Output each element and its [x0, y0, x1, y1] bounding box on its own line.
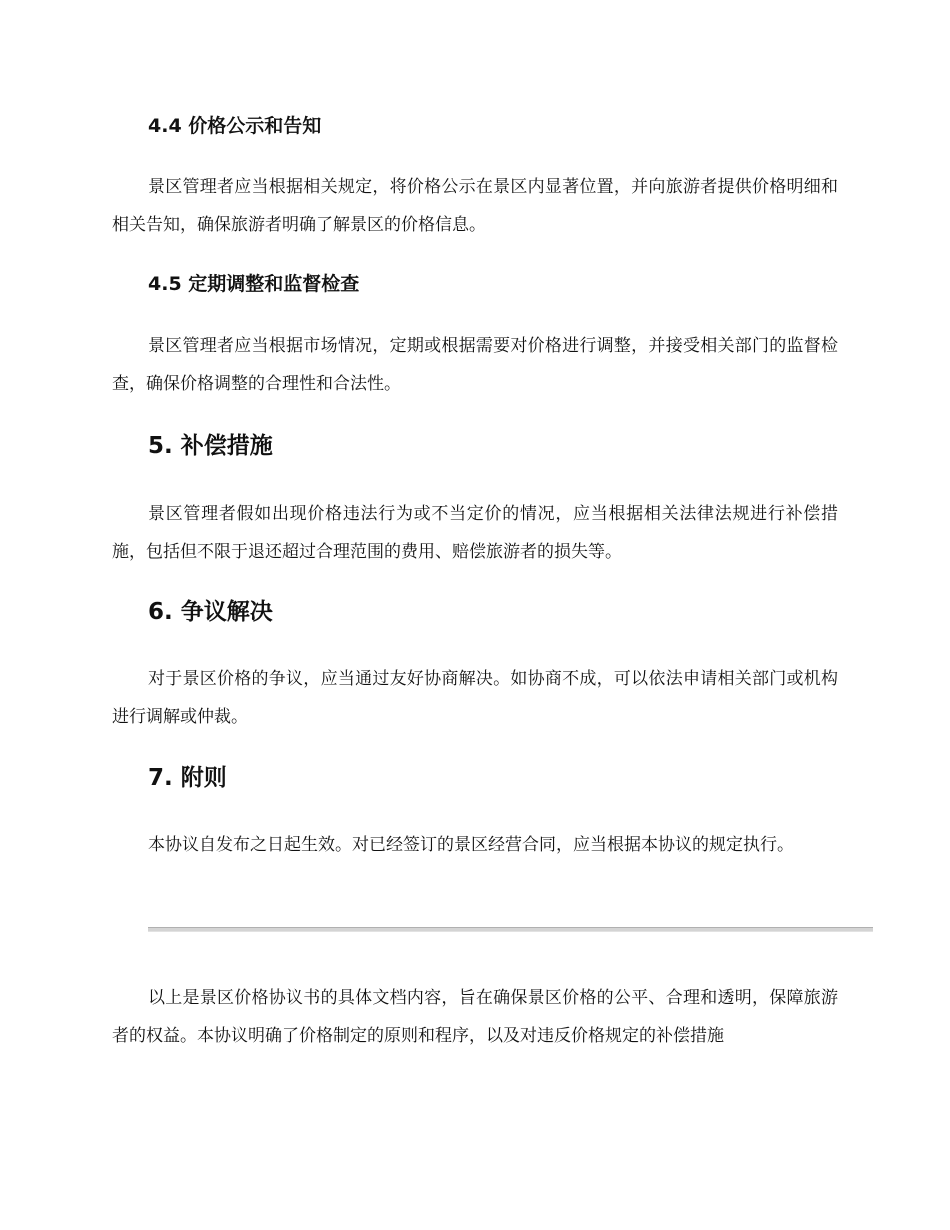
section-heading-4-4: 4.4 价格公示和告知 [148, 115, 322, 137]
section-body-4-5: 景区管理者应当根据市场情况，定期或根据需要对价格进行调整，并接受相关部门的监督检查，确保价格调整的合理性和合法性。 [112, 336, 838, 394]
section-body-4-4: 景区管理者应当根据相关规定，将价格公示在景区内显著位置，并向旅游者提供价格明细和相关告知，确保旅游者明确了解景区的价格信息。 [112, 177, 838, 235]
section-body-5: 景区管理者假如出现价格违法行为或不当定价的情况，应当根据相关法律法规进行补偿措施，包括但不限于退还超过合理范围的费用、赔偿旅游者的损失等。 [112, 504, 838, 562]
section-heading-7: 7. 附则 [148, 765, 227, 791]
closing-paragraph: 以上是景区价格协议书的具体文档内容，旨在确保景区价格的公平、合理和透明，保障旅游者的权益。本协议明确了价格制定的原则和程序，以及对违反价格规定的补偿措施 [112, 988, 838, 1046]
horizontal-divider [148, 927, 873, 932]
section-body-6: 对于景区价格的争议，应当通过友好协商解决。如协商不成，可以依法申请相关部门或机构进行调解或仲裁。 [112, 669, 838, 727]
section-body-7: 本协议自发布之日起生效。对已经签订的景区经营合同，应当根据本协议的规定执行。 [148, 835, 794, 855]
section-heading-4-5: 4.5 定期调整和监督检查 [148, 273, 360, 295]
section-heading-5: 5. 补偿措施 [148, 433, 273, 459]
section-heading-6: 6. 争议解决 [148, 599, 273, 625]
